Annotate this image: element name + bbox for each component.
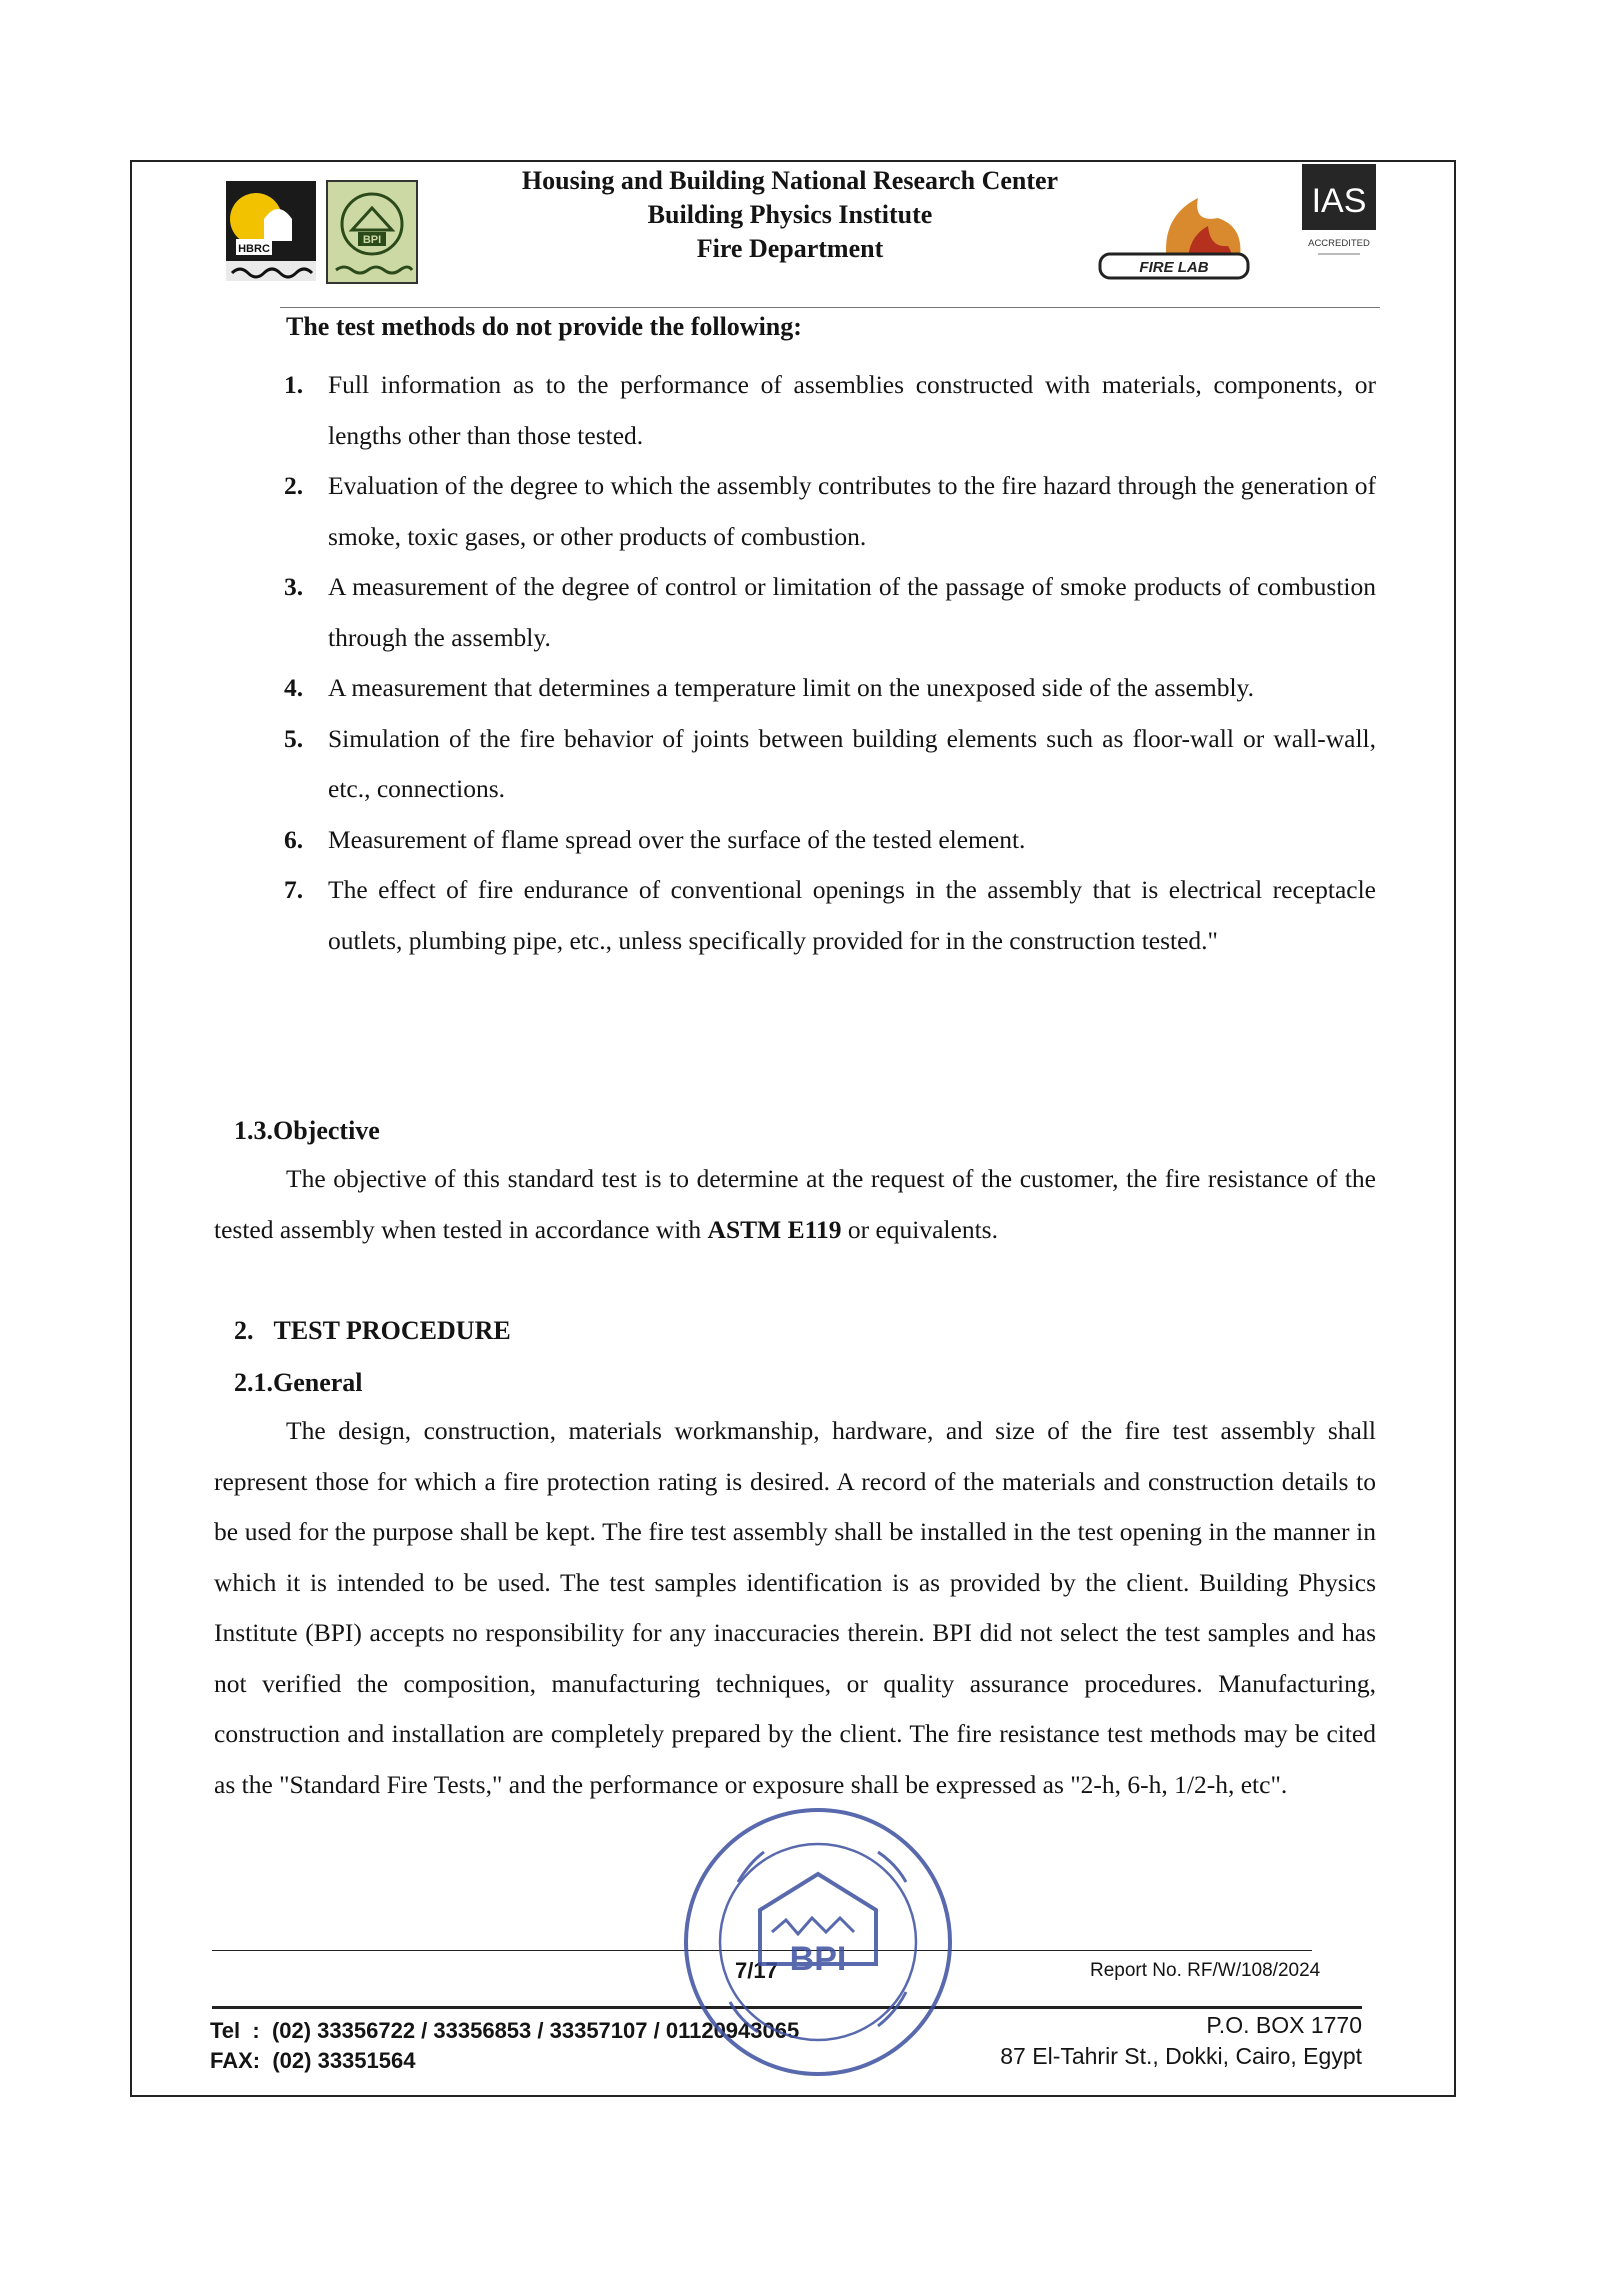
list-number: 3. (284, 572, 304, 601)
list-text: Measurement of flame spread over the surface of the tested element. (328, 824, 1026, 854)
ias-logo-subtext: ACCREDITED (1308, 238, 1370, 249)
page-number: 7/17 (735, 1958, 778, 1983)
objective-paragraph (214, 1154, 1376, 1255)
objective-standard: ASTM E119 (707, 1214, 842, 1244)
postal-address (1000, 2010, 1362, 2072)
firelab-logo-text: FIRE LAB (1139, 259, 1209, 276)
bpi-logo-text: BPI (362, 234, 382, 246)
objective-text-after: or equivalents. (841, 1214, 998, 1244)
objective-text-before: The objective of this standard test is to determine at the request of the customer, the fire resistance of the tested assembly when tested in accordance with (214, 1164, 1376, 1244)
list-number: 2. (284, 471, 304, 500)
limitations-list (284, 360, 1376, 966)
procedure-heading (234, 1316, 511, 1346)
header-line-2: Building Physics Institute (647, 200, 933, 229)
list-text: Evaluation of the degree to which the assembly contributes to the fire hazard through the generation of smoke, toxic gases, or other products of combustion. (328, 471, 1376, 551)
fax-number: : (02) 33351564 (252, 2048, 416, 2073)
list-number: 5. (284, 723, 304, 753)
list-number: 1. (284, 370, 304, 399)
objective-heading: 1.3.Objective (234, 1116, 380, 1145)
list-item (284, 815, 1376, 866)
fax-label: FAX (210, 2048, 253, 2073)
list-text: Simulation of the fire behavior of joints between building elements such as floor-wall or wall-wall, etc., connections. (328, 723, 1376, 803)
list-item (284, 663, 1376, 714)
street-address: 87 El-Tahrir St., Dokki, Cairo, Egypt (1000, 2043, 1362, 2069)
procedure-heading-text: TEST PROCEDURE (273, 1316, 511, 1345)
report-number: Report No. RF/W/108/2024 (1090, 1960, 1321, 1981)
list-item (284, 865, 1376, 966)
list-item (284, 461, 1376, 562)
list-text: A measurement of the degree of control or limitation of the passage of smoke products of combustion through the assembly. (328, 572, 1376, 652)
official-stamp (668, 1792, 968, 2082)
stamp-text: BPI (789, 1940, 847, 1978)
tel-numbers: : (02) 33356722 / 33356853 / 33357107 / 01120943065 (252, 2018, 800, 2043)
header-line-3: Fire Department (696, 234, 884, 263)
procedure-heading-number: 2. (234, 1316, 254, 1345)
general-paragraph: The design, construction, materials workmanship, hardware, and size of the fire test assembly shall represent those for which a fire protection rating is desired. A record of the materials and construction details to be used for the purpose shall be kept. The fire test assembly shall be installed in the test opening in the manner in which it is intended to be used. The test samples identification is as provided by the client. Building Physics Institute (BPI) accepts no responsibility for any inaccuracies therein. BPI did not select the test samples and has not verified the composition, manufacturing techniques, or quality assurance procedures. Manufacturing, construction and installation are completely prepared by the client. The fire resistance test methods may be cited as the "Standard Fire Tests," and the performance or exposure shall be expressed as "2-h, 6-h, 1/2-h, etc". (214, 1416, 1376, 1799)
tel-label: Tel (210, 2018, 241, 2043)
list-text: The effect of fire endurance of conventional openings in the assembly that is electrical receptacle outlets, plumbing pipe, etc., unless specifically provided for in the construction tested." (328, 875, 1376, 955)
list-item (284, 360, 1376, 461)
header-line-1: Housing and Building National Research Center (521, 166, 1059, 195)
list-number: 6. (284, 824, 304, 854)
list-text: Full information as to the performance of assemblies constructed with materials, components, or lengths other than those tested. (328, 370, 1376, 450)
list-text: A measurement that determines a temperature limit on the unexposed side of the assembly. (328, 673, 1254, 702)
list-item (284, 714, 1376, 815)
list-item (284, 562, 1376, 663)
general-subheading: 2.1.General (234, 1368, 363, 1397)
ias-logo-text: IAS (1311, 182, 1367, 220)
list-number: 7. (284, 875, 304, 904)
header-title (0, 164, 1600, 266)
hbrc-logo-text: HBRC (238, 243, 270, 255)
po-box: P.O. BOX 1770 (1206, 2012, 1362, 2038)
list-number: 4. (284, 673, 304, 702)
list-lead: The test methods do not provide the following: (286, 312, 802, 341)
header-divider (280, 307, 1380, 308)
